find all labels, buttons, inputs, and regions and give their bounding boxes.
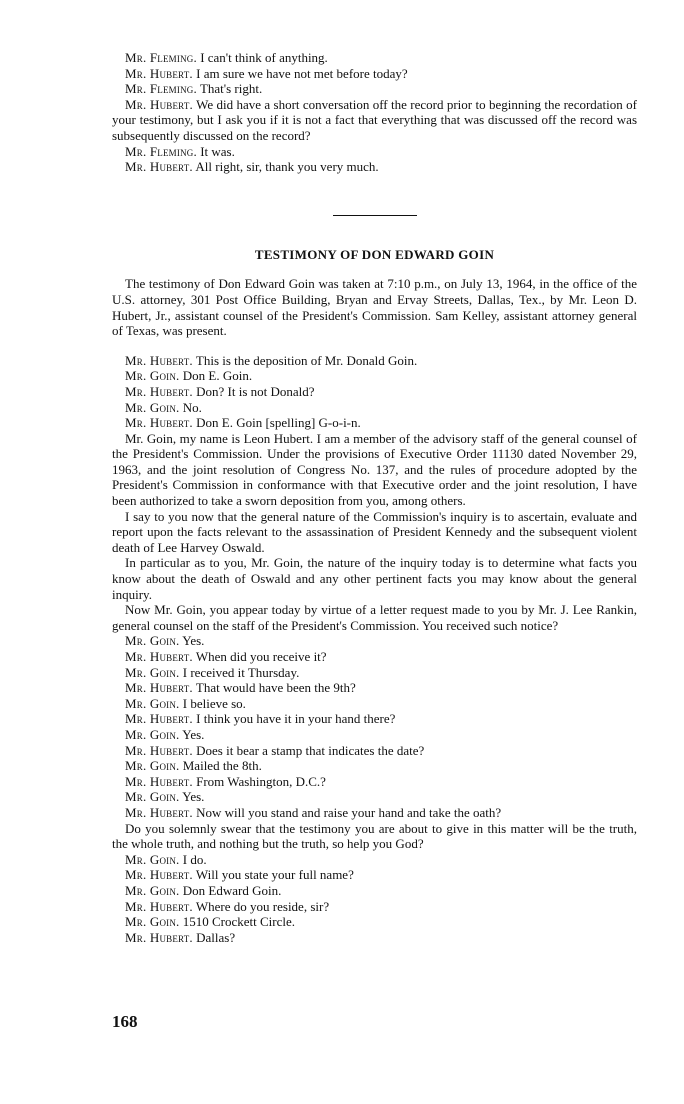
speaker-name: Mr. Goin. [125,695,180,711]
spoken-text: 1510 Crockett Circle. [179,914,296,930]
dialogue-line [112,867,637,883]
spoken-text: I can't think of anything. [196,50,328,65]
testimony-transcript [112,353,637,946]
speaker-name: Mr. Hubert. [125,742,193,758]
spoken-text: Will you state your full name? [192,867,354,883]
spoken-text: Don E. Goin. [179,368,253,384]
speaker-name: Mr. Goin. [125,758,180,774]
dialogue-continuation [112,555,637,602]
speaker-name: Mr. Hubert. [125,415,193,431]
dialogue-line [112,914,637,930]
prior-testimony-closing [112,50,637,175]
speaker-name: Mr. Hubert. [125,65,193,81]
dialogue-line [112,680,637,696]
dialogue-line [112,144,637,160]
speaker-name: Mr. Hubert. [125,649,193,664]
spoken-text: Now Mr. Goin, you appear today by virtue of a letter request made to you by Mr. J. Lee Rankin, general counsel on the staff of the President's Commission. You received such notice? [112,602,637,633]
intro-paragraph: The testimony of Don Edward Goin was taken at 7:10 p.m., on July 13, 1964, in the office of the U.S. attorney, 301 Post Office Building, Bryan and Ervay Streets, Dallas, Tex., by Mr. Leon D. Hubert, Jr., assistant counsel of the President's Commission. Sam Kelley, assistant attorney general of Texas, was present. [112,276,637,339]
dialogue-continuation [112,821,637,852]
spoken-text: This is the deposition of Mr. Donald Goin. [192,352,418,368]
speaker-name: Mr. Fleming. [125,50,197,65]
spoken-text: I do. [179,851,207,867]
speaker-name: Mr. Hubert. [125,929,193,945]
spoken-text: Yes. [179,726,205,742]
spoken-text: That would have been the 9th? [192,680,356,696]
speaker-name: Mr. Goin. [125,882,180,898]
spoken-text: Yes. [179,633,205,649]
dialogue-line [112,633,637,649]
speaker-name: Mr. Fleming. [125,143,197,159]
dialogue-line [112,852,637,868]
speaker-name: Mr. Hubert. [125,96,193,112]
dialogue-line [112,159,637,175]
spoken-text: All right, sir, thank you very much. [192,159,379,175]
speaker-name: Mr. Hubert. [125,867,193,883]
section-divider [333,215,417,216]
spoken-text: Mr. Goin, my name is Leon Hubert. I am a member of the advisory staff of the general counsel of the President's Commission. Under the provisions of Executive Order 11130 dated November 29, 1963, and the joint resolution of Congress No. 137, and the rules of procedure adopted by the President's Commission in conformance with that Executive order and the joint resolution, I have been authorized to take a sworn deposition from you, among others. [112,430,637,509]
dialogue-line [112,805,637,821]
dialogue-line [112,789,637,805]
spoken-text: It was. [196,143,235,159]
dialogue-line [112,665,637,681]
dialogue-line [112,758,637,774]
spoken-text: From Washington, D.C.? [192,773,326,789]
dialogue-line [112,883,637,899]
spoken-text: Don? It is not Donald? [192,383,315,399]
speaker-name: Mr. Hubert. [125,680,193,696]
speaker-name: Mr. Hubert. [125,773,193,789]
speaker-name: Mr. Goin. [125,633,180,649]
dialogue-line [112,66,637,82]
spoken-text: Yes. [179,789,205,805]
spoken-text: I received it Thursday. [179,664,300,680]
speaker-name: Mr. Hubert. [125,159,193,175]
dialogue-line [112,353,637,369]
dialogue-line [112,774,637,790]
dialogue-line [112,368,637,384]
dialogue-line [112,415,637,431]
spoken-text: I think you have it in your hand there? [192,711,396,727]
dialogue-line [112,400,637,416]
speaker-name: Mr. Goin. [125,914,180,930]
dialogue-continuation [112,602,637,633]
dialogue-line [112,711,637,727]
dialogue-line [112,696,637,712]
section-title: TESTIMONY OF DON EDWARD GOIN [254,246,495,262]
spoken-text: I am sure we have not met before today? [192,65,408,81]
spoken-text: Mailed the 8th. [179,758,262,774]
spoken-text: No. [179,399,202,415]
speaker-name: Mr. Hubert. [125,898,193,914]
spoken-text: Don E. Goin [spelling] G-o-i-n. [192,415,361,431]
spoken-text: Do you solemnly swear that the testimony you are about to give in this matter will be the truth, the whole truth, and nothing but the truth, so help you God? [112,820,637,852]
dialogue-line [112,899,637,915]
dialogue-line [112,384,637,400]
dialogue-line [112,743,637,759]
document-page [112,50,637,945]
dialogue-line [112,81,637,97]
dialogue-line [112,930,637,946]
speaker-name: Mr. Fleming. [125,81,197,97]
speaker-name: Mr. Goin. [125,726,180,742]
speaker-name: Mr. Goin. [125,664,180,680]
spoken-text: I say to you now that the general nature of the Commission's inquiry is to ascertain, evaluate and report upon the facts relevant to the assassination of President Kennedy and the subsequent violent death of Lee Harvey Oswald. [112,508,637,555]
dialogue-line [112,649,637,665]
speaker-name: Mr. Hubert. [125,352,193,368]
speaker-name: Mr. Goin. [125,368,180,384]
dialogue-line [112,50,637,66]
dialogue-continuation [112,509,637,556]
spoken-text: I believe so. [179,695,246,711]
speaker-name: Mr. Hubert. [125,383,193,399]
dialogue-line [112,727,637,743]
spoken-text: Does it bear a stamp that indicates the date? [192,742,425,758]
speaker-name: Mr. Hubert. [125,804,193,820]
spoken-text: Don Edward Goin. [179,882,282,898]
page-number: 168 [112,1012,138,1031]
dialogue-line [112,97,637,144]
spoken-text: Now will you stand and raise your hand and take the oath? [192,804,502,820]
speaker-name: Mr. Hubert. [125,711,193,727]
speaker-name: Mr. Goin. [125,789,180,805]
speaker-name: Mr. Goin. [125,399,180,415]
dialogue-continuation [112,431,637,509]
spoken-text: We did have a short conversation off the record prior to beginning the recordation of your testimony, but I ask you if it is not a fact that everything that was discussed off the record was subsequently discussed on the record? [112,96,637,143]
spoken-text: In particular as to you, Mr. Goin, the nature of the inquiry today is to determine what facts you know about the death of Oswald and any other pertinent facts you may know about the general inquiry. [112,555,637,602]
spoken-text: Dallas? [192,929,236,945]
spoken-text: When did you receive it? [192,649,327,664]
spoken-text: Where do you reside, sir? [192,898,330,914]
spoken-text: That's right. [196,81,263,97]
speaker-name: Mr. Goin. [125,851,180,867]
